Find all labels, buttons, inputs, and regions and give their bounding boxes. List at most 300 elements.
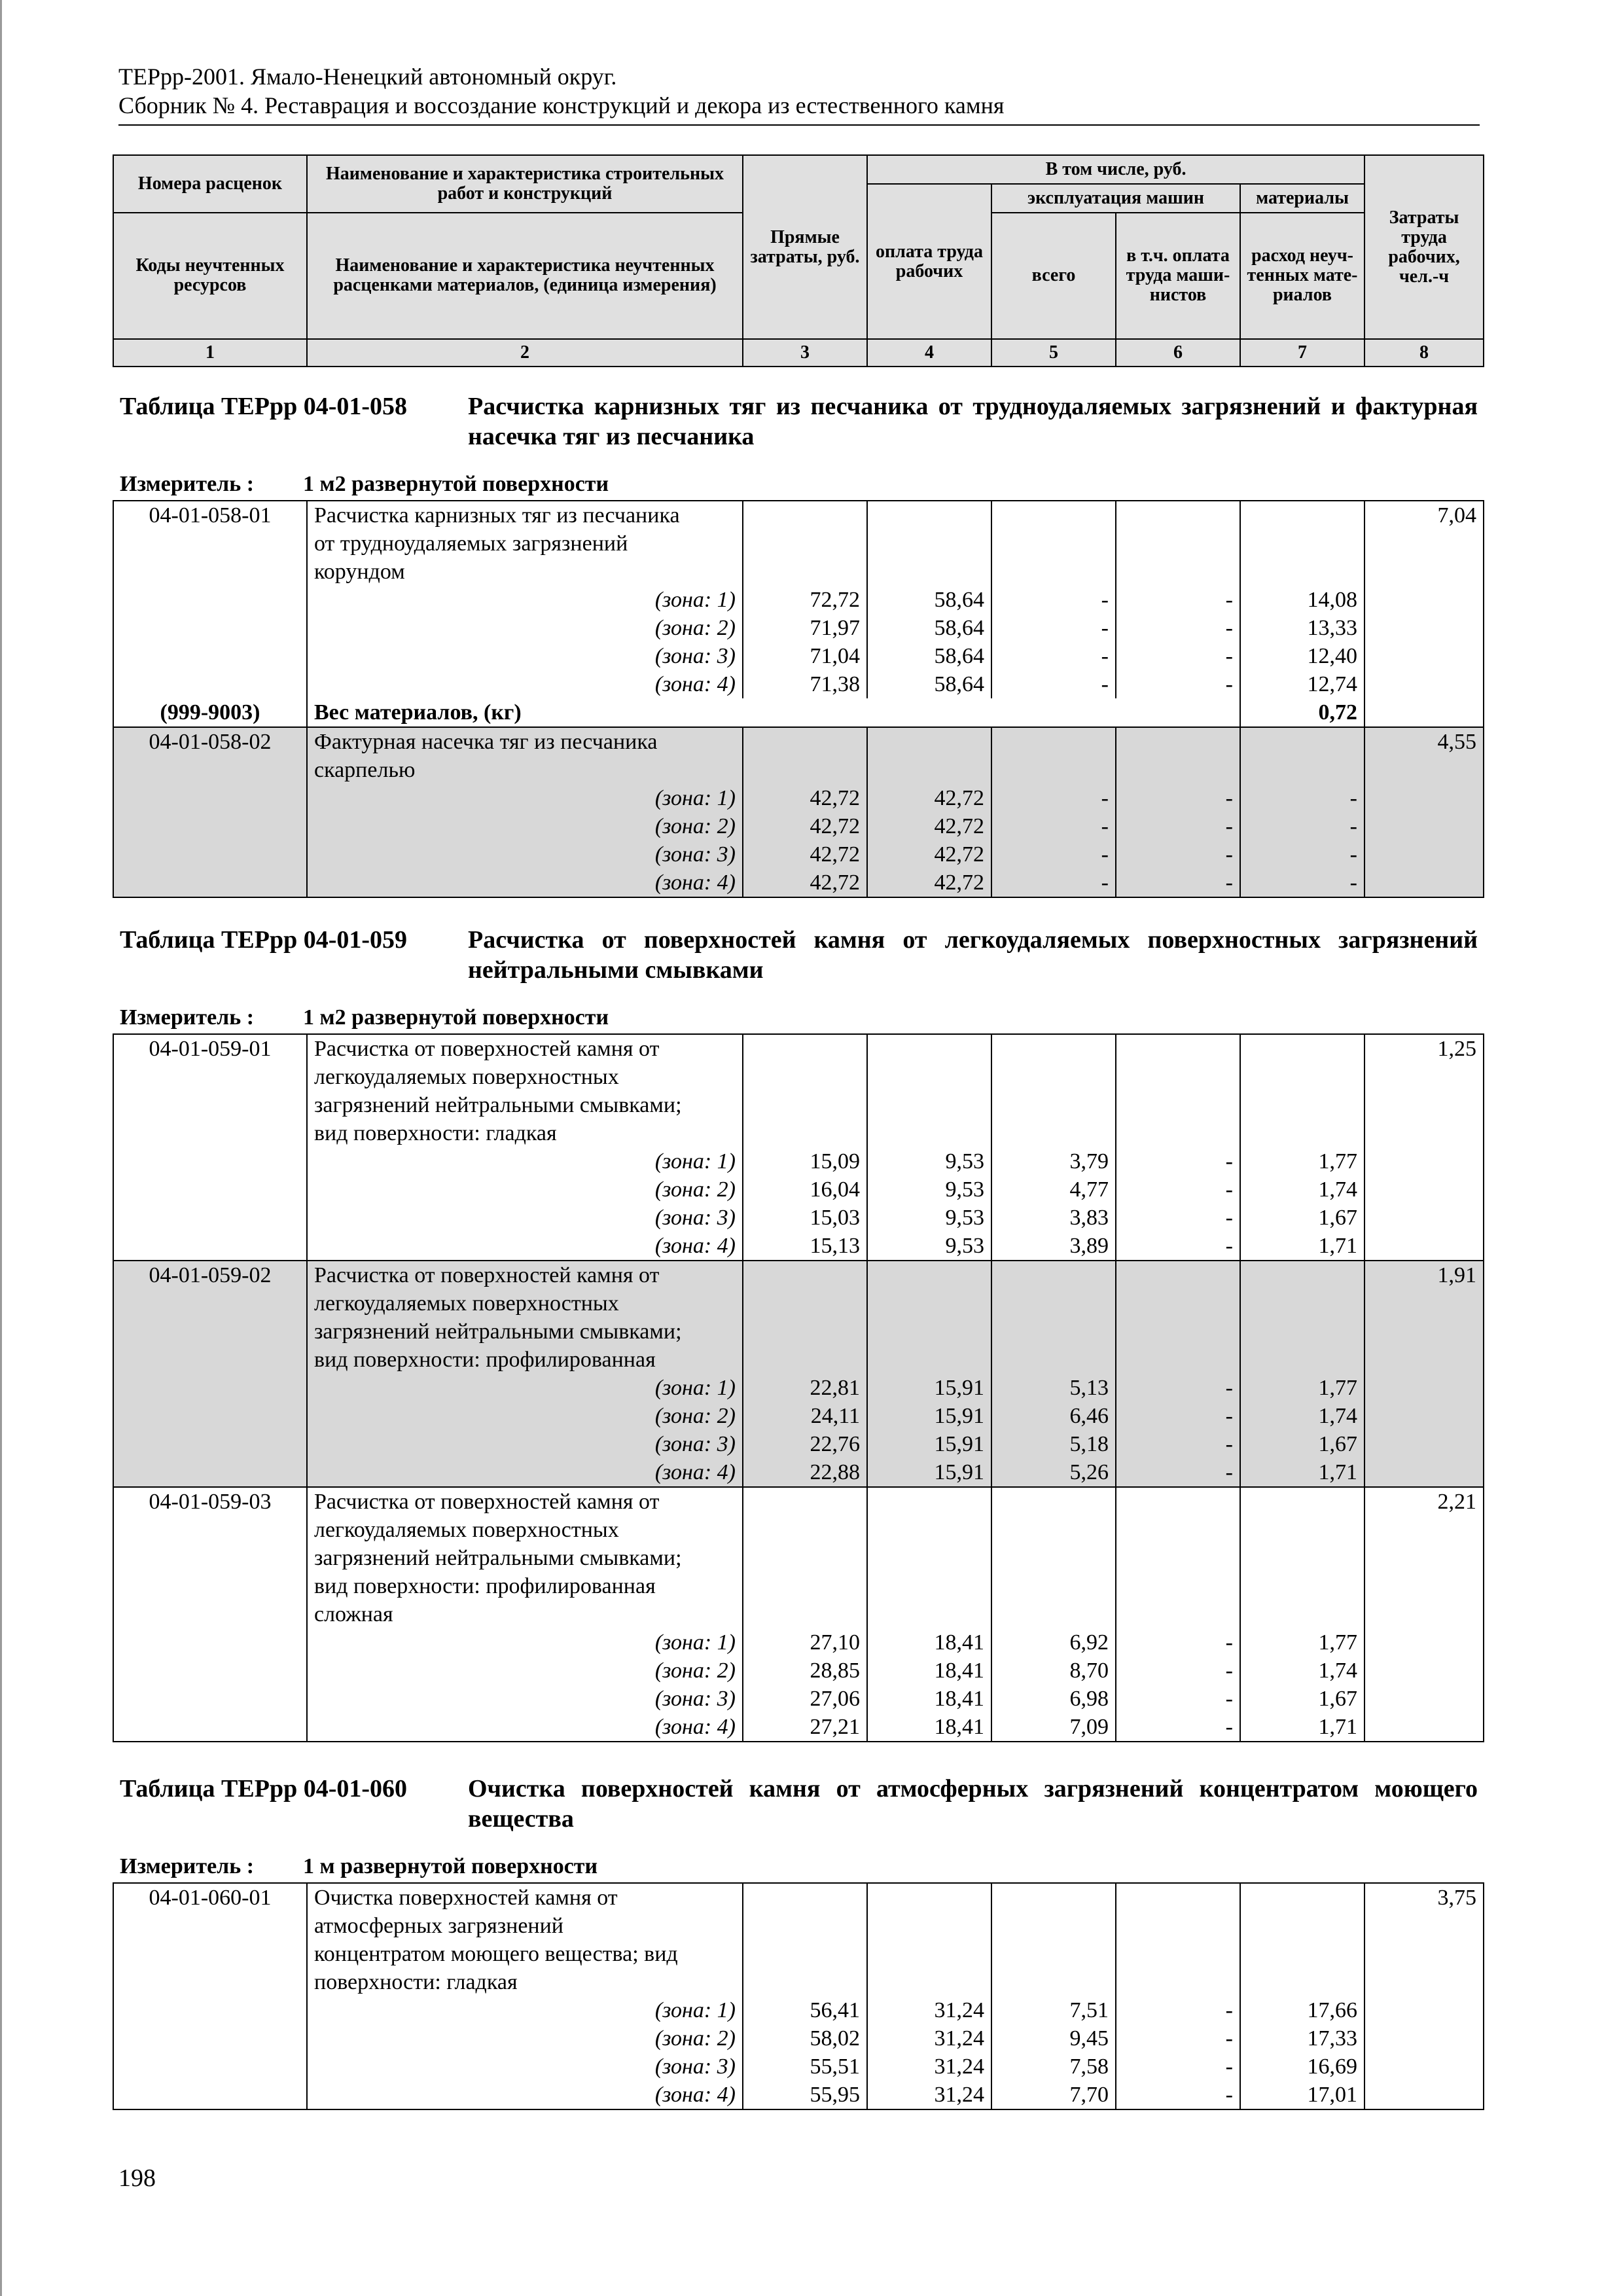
worker-pay: 18,41 [867, 1713, 991, 1742]
empty-cell [743, 1261, 867, 1289]
labor-costs: 1,25 [1364, 1034, 1484, 1063]
empty-cell [113, 784, 307, 812]
empty-cell [1364, 1232, 1484, 1261]
resource-code: (999-9003) [113, 698, 307, 727]
worker-pay: 42,72 [867, 784, 991, 812]
zone-label: (зона: 2) [307, 812, 743, 840]
header-materials: материалы [1240, 184, 1364, 213]
labor-costs [1364, 1912, 1484, 1940]
header-unaccounted-materials: расход неуч-тенных мате-риалов [1240, 213, 1364, 339]
table-row [113, 1996, 1484, 2024]
materials-cost: 1,77 [1240, 1628, 1364, 1657]
empty-cell [1364, 1374, 1484, 1402]
rate-code [113, 1063, 307, 1091]
empty-cell [1240, 1487, 1364, 1516]
empty-cell [1116, 1119, 1240, 1147]
worker-pay: 9,53 [867, 1147, 991, 1175]
rate-code [113, 1572, 307, 1600]
labor-costs [1364, 1572, 1484, 1600]
measure-value: 1 м развернутой поверхности [303, 1854, 598, 1878]
empty-cell [1364, 840, 1484, 869]
empty-cell [743, 1346, 867, 1374]
empty-cell [867, 1968, 991, 1996]
rate-name-line: Фактурная насечка тяг из песчаника [307, 727, 743, 756]
empty-cell [991, 727, 1116, 756]
machinist-pay: - [1116, 1147, 1240, 1175]
empty-cell [1240, 1261, 1364, 1289]
rate-name-line: корундом [307, 558, 743, 586]
empty-cell [1116, 1091, 1240, 1119]
empty-cell [113, 1628, 307, 1657]
empty-cell [1240, 1119, 1364, 1147]
table-row [113, 756, 1484, 784]
direct-costs: 42,72 [743, 840, 867, 869]
empty-cell [1364, 1147, 1484, 1175]
empty-cell [743, 1034, 867, 1063]
materials-cost: 17,66 [1240, 1996, 1364, 2024]
empty-cell [1240, 1346, 1364, 1374]
empty-cell [743, 1544, 867, 1572]
material-name: Вес материалов, (кг) [307, 698, 1240, 727]
machine-total: 4,77 [991, 1175, 1116, 1204]
materials-cost: 12,74 [1240, 670, 1364, 698]
rate-code: 04-01-059-02 [113, 1261, 307, 1289]
labor-costs [1364, 1346, 1484, 1374]
header-rate-numbers: Номера расценок [113, 155, 307, 213]
empty-cell [1240, 1544, 1364, 1572]
empty-cell [743, 558, 867, 586]
table-row [113, 1600, 1484, 1628]
table-row [113, 698, 1484, 727]
rate-name-line: загрязнений нейтральными смывками; [307, 1091, 743, 1119]
empty-cell [1116, 529, 1240, 558]
empty-cell [1116, 1289, 1240, 1318]
empty-cell [991, 1091, 1116, 1119]
column-number: 3 [743, 339, 867, 367]
header-worker-pay: оплата труда рабочих [867, 184, 991, 339]
materials-cost: 1,74 [1240, 1402, 1364, 1430]
empty-cell [1364, 586, 1484, 614]
materials-cost: 14,08 [1240, 586, 1364, 614]
machine-total: 7,70 [991, 2081, 1116, 2109]
rate-name-line: сложная [307, 1600, 743, 1628]
rate-code [113, 756, 307, 784]
machine-total: 3,79 [991, 1147, 1116, 1175]
machinist-pay: - [1116, 1430, 1240, 1458]
zone-label: (зона: 3) [307, 2053, 743, 2081]
empty-cell [991, 1289, 1116, 1318]
running-head-line-1: ТЕРрр-2001. Ямало-Ненецкий автономный округ. [118, 63, 617, 90]
rate-code: 04-01-059-01 [113, 1034, 307, 1063]
rate-code [113, 1600, 307, 1628]
empty-cell [1240, 1289, 1364, 1318]
empty-cell [1364, 1685, 1484, 1713]
worker-pay: 9,53 [867, 1175, 991, 1204]
table-row [113, 614, 1484, 642]
rates-table [113, 1882, 1484, 2110]
empty-cell [867, 1318, 991, 1346]
table-row [113, 2053, 1484, 2081]
machinist-pay: - [1116, 2053, 1240, 2081]
rates-table [113, 1033, 1484, 1742]
machine-total: 6,92 [991, 1628, 1116, 1657]
labor-costs [1364, 1063, 1484, 1091]
direct-costs: 27,10 [743, 1628, 867, 1657]
worker-pay: 15,91 [867, 1430, 991, 1458]
labor-costs [1364, 1600, 1484, 1628]
empty-cell [991, 501, 1116, 529]
empty-cell [1240, 1034, 1364, 1063]
machine-total: 5,26 [991, 1458, 1116, 1487]
machine-total: 3,83 [991, 1204, 1116, 1232]
direct-costs: 58,02 [743, 2024, 867, 2053]
rate-code [113, 1346, 307, 1374]
header-machinist-pay: в т.ч. оплата труда маши-нистов [1116, 213, 1240, 339]
empty-cell [1364, 1628, 1484, 1657]
empty-cell [991, 1034, 1116, 1063]
empty-cell [113, 586, 307, 614]
table-row [113, 1458, 1484, 1487]
empty-cell [1240, 1063, 1364, 1091]
empty-cell [1116, 1487, 1240, 1516]
table-row [113, 1487, 1484, 1516]
direct-costs: 27,21 [743, 1713, 867, 1742]
materials-cost: 1,71 [1240, 1232, 1364, 1261]
machinist-pay: - [1116, 1628, 1240, 1657]
empty-cell [1116, 756, 1240, 784]
zone-label: (зона: 1) [307, 586, 743, 614]
rate-code: 04-01-058-01 [113, 501, 307, 529]
header-direct-costs: Прямые затраты, руб. [743, 155, 867, 339]
machine-total: 8,70 [991, 1657, 1116, 1685]
worker-pay: 15,91 [867, 1402, 991, 1430]
table-row [113, 558, 1484, 586]
empty-cell [743, 727, 867, 756]
empty-cell [867, 1063, 991, 1091]
empty-cell [113, 2053, 307, 2081]
section-measure [120, 1854, 597, 1880]
column-number: 5 [991, 339, 1116, 367]
labor-costs [1364, 558, 1484, 586]
zone-label: (зона: 3) [307, 642, 743, 670]
zone-label: (зона: 1) [307, 1628, 743, 1657]
empty-cell [1364, 812, 1484, 840]
table-row [113, 586, 1484, 614]
machinist-pay: - [1116, 1204, 1240, 1232]
rate-code [113, 1091, 307, 1119]
empty-cell [1240, 501, 1364, 529]
header-labor-costs: Затраты труда рабочих, чел.-ч [1364, 155, 1484, 339]
materials-cost: 1,67 [1240, 1204, 1364, 1232]
empty-cell [113, 614, 307, 642]
empty-cell [867, 1487, 991, 1516]
table-row [113, 1034, 1484, 1063]
worker-pay: 9,53 [867, 1204, 991, 1232]
empty-cell [113, 1996, 307, 2024]
rate-name-line: Расчистка от поверхностей камня от [307, 1261, 743, 1289]
rate-name-line: скарпелью [307, 756, 743, 784]
empty-cell [1240, 1883, 1364, 1912]
machinist-pay: - [1116, 2081, 1240, 2109]
rate-name-line: загрязнений нейтральными смывками; [307, 1544, 743, 1572]
empty-cell [1116, 1883, 1240, 1912]
direct-costs: 15,03 [743, 1204, 867, 1232]
rates-table [113, 500, 1484, 898]
empty-cell [991, 1912, 1116, 1940]
direct-costs: 56,41 [743, 1996, 867, 2024]
direct-costs: 71,97 [743, 614, 867, 642]
zone-label: (зона: 3) [307, 1685, 743, 1713]
machinist-pay: - [1116, 840, 1240, 869]
empty-cell [743, 756, 867, 784]
empty-cell [1364, 2053, 1484, 2081]
machinist-pay: - [1116, 614, 1240, 642]
section-number: Таблица ТЕРрр 04-01-060 [120, 1775, 408, 1803]
direct-costs: 42,72 [743, 812, 867, 840]
zone-label: (зона: 2) [307, 1175, 743, 1204]
machinist-pay: - [1116, 812, 1240, 840]
header-work-name: Наименование и характеристика строительных работ и конструкций [307, 155, 743, 213]
rate-name-line: вид поверхности: профилированная [307, 1572, 743, 1600]
empty-cell [1116, 727, 1240, 756]
empty-cell [991, 1968, 1116, 1996]
rate-name-line: Очистка поверхностей камня от [307, 1883, 743, 1912]
empty-cell [991, 1261, 1116, 1289]
table-row [113, 1572, 1484, 1600]
labor-costs: 4,55 [1364, 727, 1484, 756]
zone-label: (зона: 1) [307, 1996, 743, 2024]
empty-cell [1116, 1912, 1240, 1940]
machinist-pay: - [1116, 1458, 1240, 1487]
zone-label: (зона: 3) [307, 1204, 743, 1232]
rate-code [113, 1119, 307, 1147]
empty-cell [1364, 869, 1484, 897]
empty-cell [867, 1119, 991, 1147]
worker-pay: 18,41 [867, 1657, 991, 1685]
table-row [113, 642, 1484, 670]
worker-pay: 42,72 [867, 869, 991, 897]
rate-code [113, 1318, 307, 1346]
column-number: 8 [1364, 339, 1484, 367]
empty-cell [1364, 1713, 1484, 1742]
empty-cell [1364, 1458, 1484, 1487]
machine-total: 3,89 [991, 1232, 1116, 1261]
column-number: 4 [867, 339, 991, 367]
machinist-pay: - [1116, 784, 1240, 812]
table-row [113, 1713, 1484, 1742]
machinist-pay: - [1116, 1657, 1240, 1685]
empty-cell [113, 670, 307, 698]
worker-pay: 31,24 [867, 2081, 991, 2109]
labor-costs [1364, 1289, 1484, 1318]
labor-costs [1364, 1119, 1484, 1147]
table-row [113, 501, 1484, 529]
machine-total: - [991, 614, 1116, 642]
empty-cell [991, 1883, 1116, 1912]
direct-costs: 22,88 [743, 1458, 867, 1487]
empty-cell [1116, 1940, 1240, 1968]
machine-total: - [991, 586, 1116, 614]
table-row [113, 1346, 1484, 1374]
worker-pay: 15,91 [867, 1458, 991, 1487]
measure-value: 1 м2 развернутой поверхности [303, 1005, 609, 1030]
empty-cell [991, 1346, 1116, 1374]
empty-cell [1240, 1600, 1364, 1628]
table-row [113, 1883, 1484, 1912]
rate-name-line: концентратом моющего вещества; вид [307, 1940, 743, 1968]
empty-cell [113, 1147, 307, 1175]
empty-cell [1364, 1657, 1484, 1685]
empty-cell [113, 642, 307, 670]
direct-costs: 22,76 [743, 1430, 867, 1458]
empty-cell [743, 1487, 867, 1516]
empty-cell [991, 1544, 1116, 1572]
direct-costs: 42,72 [743, 869, 867, 897]
empty-cell [113, 1458, 307, 1487]
table-row [113, 1516, 1484, 1544]
table-row [113, 812, 1484, 840]
machinist-pay: - [1116, 586, 1240, 614]
table-row [113, 1374, 1484, 1402]
empty-cell [867, 1883, 991, 1912]
machinist-pay: - [1116, 1996, 1240, 2024]
zone-label: (зона: 4) [307, 1713, 743, 1742]
section-title: Расчистка от поверхностей камня от легкоудаляемых поверхностных загрязнений нейтральными смывками [468, 926, 1478, 984]
table-row [113, 1261, 1484, 1289]
materials-cost: - [1240, 812, 1364, 840]
measure-value: 1 м2 развернутой поверхности [303, 472, 609, 496]
empty-cell [113, 2081, 307, 2109]
machinist-pay: - [1116, 1685, 1240, 1713]
rate-name-line: Расчистка карнизных тяг из песчаника [307, 501, 743, 529]
empty-cell [867, 1572, 991, 1600]
empty-cell [743, 501, 867, 529]
worker-pay: 58,64 [867, 670, 991, 698]
direct-costs: 71,04 [743, 642, 867, 670]
empty-cell [113, 1685, 307, 1713]
machine-total: 7,51 [991, 1996, 1116, 2024]
empty-cell [867, 501, 991, 529]
empty-cell [743, 1968, 867, 1996]
machinist-pay: - [1116, 1374, 1240, 1402]
section-measure [120, 1005, 609, 1031]
column-number: 7 [1240, 339, 1364, 367]
zone-label: (зона: 2) [307, 614, 743, 642]
machinist-pay: - [1116, 869, 1240, 897]
table-row [113, 727, 1484, 756]
worker-pay: 9,53 [867, 1232, 991, 1261]
table-row [113, 1912, 1484, 1940]
measure-label: Измеритель : [120, 1854, 255, 1878]
empty-cell [867, 756, 991, 784]
direct-costs: 55,95 [743, 2081, 867, 2109]
labor-costs: 1,91 [1364, 1261, 1484, 1289]
direct-costs: 15,13 [743, 1232, 867, 1261]
zone-label: (зона: 4) [307, 869, 743, 897]
rate-code [113, 1912, 307, 1940]
empty-cell [113, 869, 307, 897]
direct-costs: 16,04 [743, 1175, 867, 1204]
empty-cell [1364, 1996, 1484, 2024]
materials-cost: 1,74 [1240, 1657, 1364, 1685]
zone-label: (зона: 1) [307, 1147, 743, 1175]
empty-cell [867, 1289, 991, 1318]
empty-cell [743, 1940, 867, 1968]
running-head [118, 62, 1480, 120]
materials-cost: 1,67 [1240, 1685, 1364, 1713]
materials-cost: 17,33 [1240, 2024, 1364, 2053]
rate-name-line: поверхности: гладкая [307, 1968, 743, 1996]
zone-label: (зона: 2) [307, 1402, 743, 1430]
empty-cell [743, 1572, 867, 1600]
empty-cell [1364, 642, 1484, 670]
empty-cell [867, 1261, 991, 1289]
table-row [113, 1685, 1484, 1713]
machinist-pay: - [1116, 1175, 1240, 1204]
rate-code [113, 558, 307, 586]
direct-costs: 24,11 [743, 1402, 867, 1430]
direct-costs: 27,06 [743, 1685, 867, 1713]
worker-pay: 42,72 [867, 812, 991, 840]
machine-total: 7,58 [991, 2053, 1116, 2081]
table-row [113, 840, 1484, 869]
empty-cell [1364, 784, 1484, 812]
rate-code: 04-01-060-01 [113, 1883, 307, 1912]
empty-cell [113, 1232, 307, 1261]
worker-pay: 42,72 [867, 840, 991, 869]
labor-costs [1364, 1544, 1484, 1572]
empty-cell [867, 1091, 991, 1119]
rate-name-line: вид поверхности: гладкая [307, 1119, 743, 1147]
direct-costs: 55,51 [743, 2053, 867, 2081]
worker-pay: 31,24 [867, 2053, 991, 2081]
table-row [113, 1430, 1484, 1458]
rate-code [113, 529, 307, 558]
rate-name-line: вид поверхности: профилированная [307, 1346, 743, 1374]
empty-cell [1116, 501, 1240, 529]
column-number: 2 [307, 339, 743, 367]
measure-label: Измеритель : [120, 1005, 255, 1030]
materials-cost: 1,71 [1240, 1458, 1364, 1487]
empty-cell [113, 1175, 307, 1204]
empty-cell [1240, 1968, 1364, 1996]
zone-label: (зона: 1) [307, 784, 743, 812]
section-number: Таблица ТЕРрр 04-01-058 [120, 393, 408, 420]
empty-cell [113, 2024, 307, 2053]
machine-total: - [991, 812, 1116, 840]
table-row [113, 1968, 1484, 1996]
machinist-pay: - [1116, 1713, 1240, 1742]
direct-costs: 72,72 [743, 586, 867, 614]
direct-costs: 71,38 [743, 670, 867, 698]
empty-cell [1116, 1318, 1240, 1346]
empty-cell [113, 840, 307, 869]
labor-costs: 2,21 [1364, 1487, 1484, 1516]
zone-label: (зона: 1) [307, 1374, 743, 1402]
materials-cost: - [1240, 840, 1364, 869]
labor-costs [1364, 529, 1484, 558]
table-row [113, 1119, 1484, 1147]
labor-costs [1364, 1968, 1484, 1996]
empty-cell [1116, 1063, 1240, 1091]
table-row [113, 1147, 1484, 1175]
empty-cell [1364, 698, 1484, 727]
section-number: Таблица ТЕРрр 04-01-059 [120, 926, 408, 954]
empty-cell [1364, 1175, 1484, 1204]
empty-cell [867, 727, 991, 756]
machine-total: - [991, 784, 1116, 812]
section-title: Очистка поверхностей камня от атмосферных загрязнений концентратом моющего вещества [468, 1775, 1478, 1833]
